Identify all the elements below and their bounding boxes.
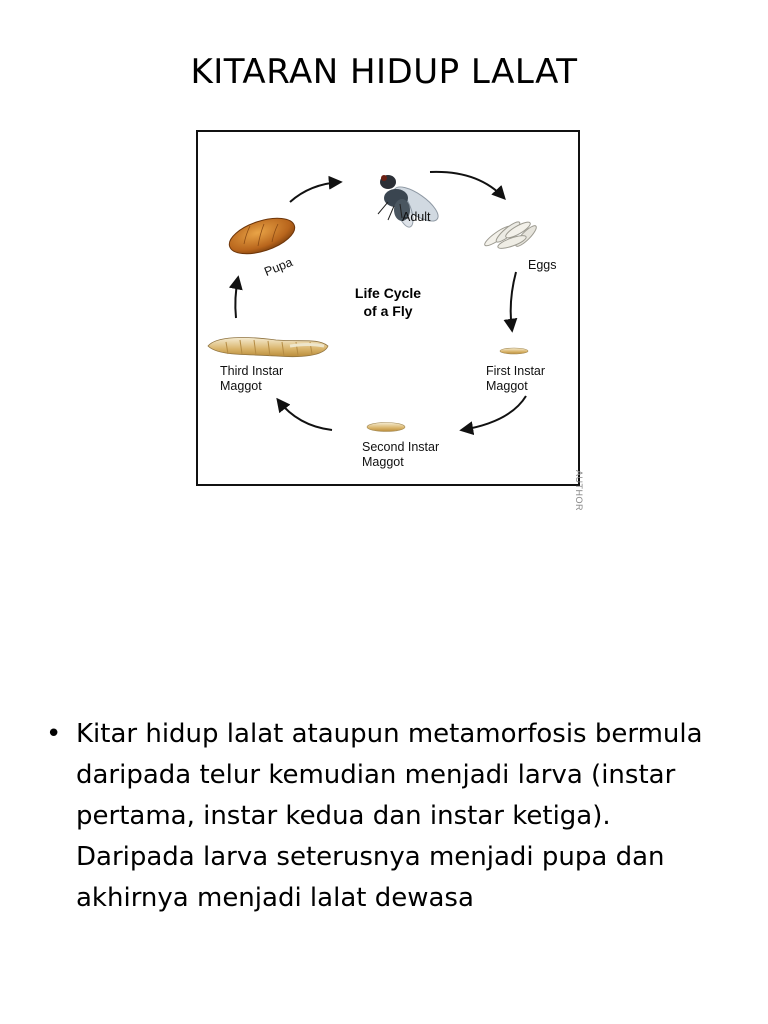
fly-life-cycle-diagram bbox=[196, 130, 584, 511]
label-third-instar: Third Instar Maggot bbox=[220, 364, 284, 393]
arrow-pupa-to-adult bbox=[290, 182, 340, 202]
third-instar-illustration bbox=[208, 338, 328, 357]
second-instar-illustration bbox=[367, 423, 405, 432]
label-eggs: Eggs bbox=[528, 258, 557, 272]
label-first-instar: First Instar Maggot bbox=[486, 364, 546, 393]
diagram-center-title: Life Cycle of a Fly bbox=[354, 285, 422, 319]
bullet-item bbox=[44, 714, 724, 919]
label-pupa: Pupa bbox=[262, 255, 295, 279]
pupa-illustration bbox=[225, 211, 299, 261]
arrow-adult-to-eggs bbox=[430, 172, 504, 198]
label-adult: Adult bbox=[402, 210, 431, 224]
arrow-first-to-second bbox=[462, 396, 526, 430]
slide-title: KITARAN HIDUP LALAT bbox=[190, 52, 578, 92]
label-second-instar: Second Instar Maggot bbox=[362, 440, 440, 469]
arrow-second-to-third bbox=[278, 400, 332, 430]
bullet-list bbox=[44, 714, 724, 919]
bullet-dot-icon: • bbox=[46, 719, 62, 749]
first-instar-illustration bbox=[500, 348, 528, 354]
bullet-text: Kitar hidup lalat ataupun metamorfosis bermula daripada telur kemudian menjadi larva (instar pertama, instar kedua dan instar ketiga). Daripada larva seterusnya menjadi pupa dan akhirnya menjadi lalat dewasa bbox=[76, 719, 703, 913]
arrow-eggs-to-first bbox=[511, 272, 516, 330]
arrow-third-to-pupa bbox=[235, 278, 238, 318]
image-credit: AUTHOR bbox=[574, 470, 584, 511]
eggs-illustration bbox=[483, 219, 539, 251]
